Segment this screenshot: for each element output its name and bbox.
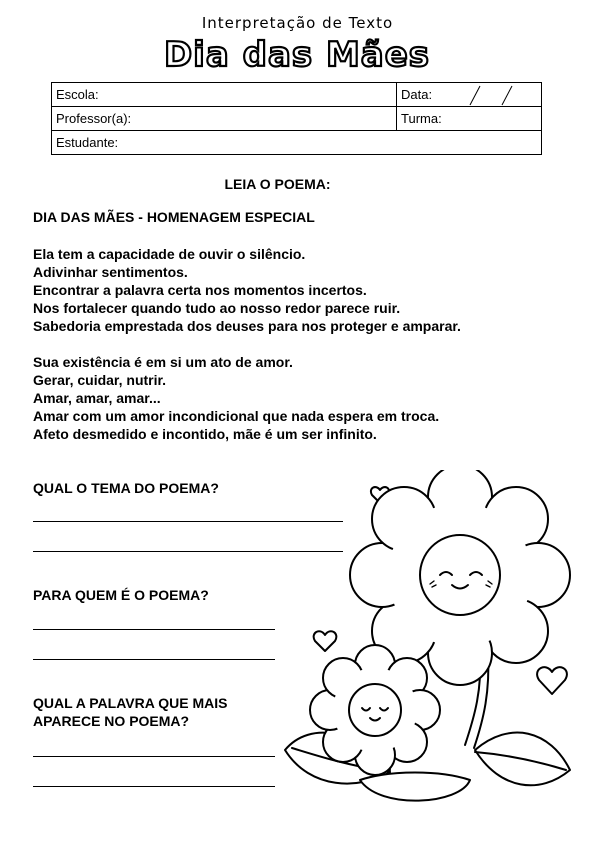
teacher-field[interactable]: Professor(a): bbox=[52, 107, 397, 131]
poem-line: Afeto desmedido e incontido, mãe é um ser infinito. bbox=[33, 426, 377, 442]
worksheet-title: Dia das Mães bbox=[163, 35, 431, 75]
heart-icon bbox=[537, 667, 567, 694]
worksheet-title-graphic bbox=[0, 30, 595, 76]
question-recipient: PARA QUEM É O POEMA? bbox=[33, 587, 209, 603]
question-frequent-word bbox=[33, 694, 227, 730]
question-line: APARECE NO POEMA? bbox=[33, 713, 190, 729]
poem-line: Amar, amar, amar... bbox=[33, 390, 161, 406]
poem-line: Amar com um amor incondicional que nada espera em troca. bbox=[33, 408, 440, 424]
poem-body bbox=[33, 245, 461, 443]
answer-line[interactable] bbox=[33, 659, 275, 660]
school-field[interactable]: Escola: bbox=[52, 83, 397, 107]
poem-line: Sua existência é em si um ato de amor. bbox=[33, 354, 293, 370]
flower-illustration bbox=[270, 470, 580, 830]
poem-line: Gerar, cuidar, nutrir. bbox=[33, 372, 167, 388]
answer-line[interactable] bbox=[33, 756, 275, 757]
small-flower bbox=[310, 645, 440, 775]
reading-instruction: LEIA O POEMA: bbox=[224, 176, 331, 192]
answer-line[interactable] bbox=[33, 629, 275, 630]
poem-line: Encontrar a palavra certa nos momentos incertos. bbox=[33, 282, 367, 298]
answer-line[interactable] bbox=[33, 786, 275, 787]
heart-icon bbox=[314, 631, 337, 651]
poem-stanza bbox=[33, 353, 461, 443]
poem-line: Adivinhar sentimentos. bbox=[33, 264, 188, 280]
poem-stanza bbox=[33, 245, 461, 335]
poem-line: Ela tem a capacidade de ouvir o silêncio. bbox=[33, 246, 306, 262]
date-separators bbox=[462, 84, 522, 108]
poem-line: Sabedoria emprestada dos deuses para nos proteger e amparar. bbox=[33, 318, 461, 334]
poem-title: DIA DAS MÃES - HOMENAGEM ESPECIAL bbox=[33, 209, 315, 225]
question-theme: QUAL O TEMA DO POEMA? bbox=[33, 480, 219, 496]
date-field[interactable]: Data: bbox=[397, 83, 542, 107]
worksheet-subtitle: Interpretação de Texto bbox=[201, 14, 394, 32]
question-line: QUAL A PALAVRA QUE MAIS bbox=[33, 695, 228, 711]
poem-line: Nos fortalecer quando tudo ao nosso redor parece ruir. bbox=[33, 300, 401, 316]
student-field[interactable]: Estudante: bbox=[52, 131, 542, 155]
class-field[interactable]: Turma: bbox=[397, 107, 542, 131]
